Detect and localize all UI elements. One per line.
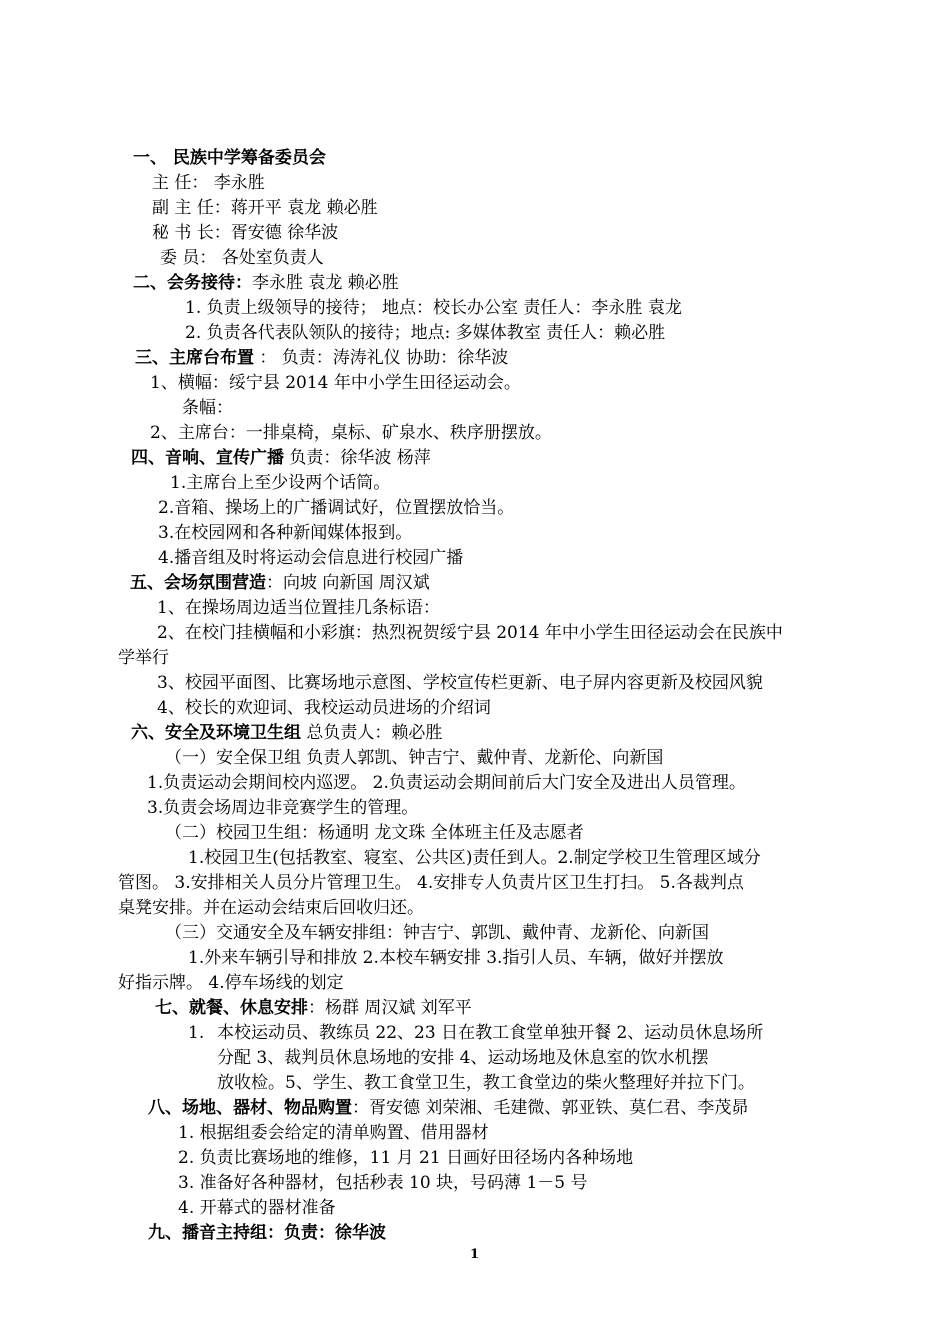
section-8-heading (148, 1096, 748, 1120)
stage-item-1b: 条幅： (182, 398, 233, 418)
atmosphere-item-4: 4、校长的欢迎词、我校运动员进场的介绍词 (157, 698, 491, 718)
sanitation-group-line-3: 桌凳安排。并在运动会结束后回收归还。 (118, 898, 424, 918)
committee-chair: 主 任： 李永胜 (152, 173, 265, 193)
section-8-people: ：胥安德 刘荣湘、毛建微、郭亚铁、莫仁君、李茂昴 (352, 1098, 749, 1118)
committee-vice-chair: 副 主 任：蒋开平 袁龙 赖必胜 (152, 198, 378, 218)
dining-item-number: 1. (188, 1023, 205, 1043)
atmosphere-item-2-cont: 学举行 (118, 648, 169, 668)
stage-item-1: 1、横幅：绥宁县 2014 年中小学生田径运动会。 (150, 373, 521, 393)
reception-item-1: 1. 负责上级领导的接待； 地点：校长办公室 责任人：李永胜 袁龙 (185, 298, 682, 318)
traffic-group-line-2: 好指示牌。 4.停车场线的划定 (118, 973, 344, 993)
atmosphere-item-1: 1、在操场周边适当位置挂几条标语： (157, 598, 440, 618)
sanitation-group-line-2: 管图。 3.安排相关人员分片管理卫生。 4.安排专人负责片区卫生打扫。 5.各裁判点 (118, 873, 744, 893)
audio-item-4: 4.播音组及时将运动会信息进行校园广播 (158, 548, 464, 568)
section-6-title: 六、安全及环境卫生组 (131, 723, 301, 743)
section-4-title: 四、音响、宣传广播 (131, 448, 284, 468)
section-2-title: 二、会务接待： (133, 273, 252, 293)
section-9-heading: 九、播音主持组：负责：徐华波 (148, 1223, 386, 1243)
atmosphere-item-2: 2、在校门挂横幅和小彩旗：热烈祝贺绥宁县 2014 年中小学生田径运动会在民族中 (157, 623, 783, 643)
stage-item-2: 2、主席台：一排桌椅，桌标、矿泉水、秩序册摆放。 (150, 423, 552, 443)
traffic-group-line-1: 1.外来车辆引导和排放 2.本校车辆安排 3.指引人员、车辆，做好并摆放 (188, 948, 724, 968)
equipment-item-1: 1. 根据组委会给定的清单购置、借用器材 (178, 1123, 489, 1143)
section-1-heading: 一、 民族中学筹备委员会 (133, 148, 326, 168)
audio-item-2: 2.音箱、操场上的广播调试好，位置摆放恰当。 (158, 498, 515, 518)
section-3-title: 三、主席台布置 (135, 348, 254, 368)
section-4-people: 负责：徐华波 杨萍 (284, 448, 431, 468)
sanitation-group-line-1: 1.校园卫生(包括教室、寝室、公共区)责任到人。2.制定学校卫生管理区域分 (188, 848, 761, 868)
section-5-people: ：向坡 向新国 周汉斌 (266, 573, 430, 593)
security-group-line-2: 3.负责会场周边非竞赛学生的管理。 (147, 798, 419, 818)
section-7-heading (155, 996, 472, 1020)
traffic-group-heading: （三）交通安全及车辆安排组：钟吉宁、郭凯、戴仲青、龙新伦、向新国 (165, 923, 709, 943)
equipment-item-3: 3. 准备好各种器材，包括秒表 10 块，号码薄 1－5 号 (178, 1173, 588, 1193)
section-2-people: 李永胜 袁龙 赖必胜 (252, 273, 399, 293)
security-group-line-1: 1.负责运动会期间校内巡逻。 2.负责运动会期间前后大门安全及进出人员管理。 (147, 773, 746, 793)
sanitation-group-heading: （二）校园卫生组：杨通明 龙文珠 全体班主任及志愿者 (165, 823, 584, 843)
section-5-heading (130, 571, 430, 595)
section-7-people: ：杨群 周汉斌 刘军平 (308, 998, 472, 1018)
committee-members: 委 员： 各处室负责人 (160, 248, 324, 268)
section-3-heading (135, 346, 508, 370)
security-group-heading: （一）安全保卫组 负责人郭凯、钟吉宁、戴仲青、龙新伦、向新国 (165, 748, 664, 768)
section-6-people: 总负责人：赖必胜 (301, 723, 443, 743)
section-3-people: ： 负责：涛涛礼仪 协助：徐华波 (254, 348, 509, 368)
page-number: 1 (470, 1247, 480, 1262)
section-6-heading (131, 721, 442, 745)
dining-line-3: 放收检。5、学生、教工食堂卫生，教工食堂边的柴火整理好并拉下门。 (217, 1073, 755, 1093)
section-7-title: 七、就餐、休息安排 (155, 998, 308, 1018)
reception-item-2: 2. 负责各代表队领队的接待；地点: 多媒体教室 责任人：赖必胜 (185, 323, 666, 343)
equipment-item-2: 2. 负责比赛场地的维修，11 月 21 日画好田径场内各种场地 (178, 1148, 634, 1168)
audio-item-3: 3.在校园网和各种新闻媒体报到。 (158, 523, 413, 543)
equipment-item-4: 4. 开幕式的器材准备 (178, 1198, 336, 1218)
committee-secretary: 秘 书 长：胥安德 徐华波 (152, 223, 339, 243)
section-8-title: 八、场地、器材、物品购置 (148, 1098, 352, 1118)
dining-line-2: 分配 3、裁判员休息场地的安排 4、运动场地及休息室的饮水机摆 (217, 1048, 709, 1068)
dining-line-1: 本校运动员、教练员 22、23 日在教工食堂单独开餐 2、运动员休息场所 (217, 1023, 764, 1043)
atmosphere-item-3: 3、校园平面图、比赛场地示意图、学校宣传栏更新、电子屏内容更新及校园风貌 (157, 673, 763, 693)
section-5-title: 五、会场氛围营造 (130, 573, 266, 593)
section-2-heading (133, 271, 399, 295)
audio-item-1: 1.主席台上至少设两个话筒。 (170, 473, 391, 493)
section-4-heading (131, 446, 431, 470)
